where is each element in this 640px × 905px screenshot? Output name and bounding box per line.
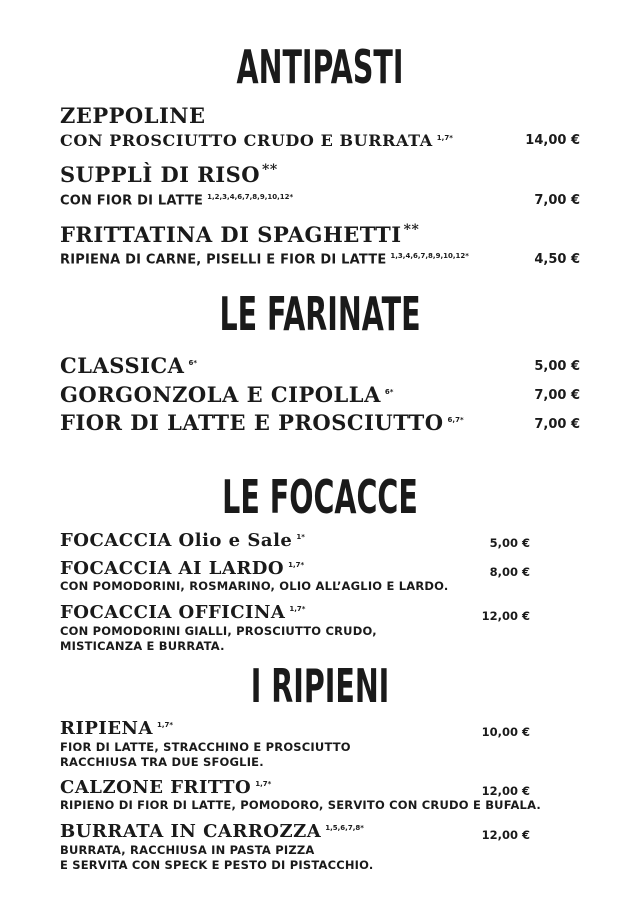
- item-name-ripiena: RIPIENA $^{1,7*}$: [60, 718, 174, 739]
- item-name-focaccia-olio: FOCACCIA Olio e Sale $^{1*}$: [60, 530, 305, 551]
- price-focaccia-lardo: 8,00 €: [489, 565, 530, 579]
- item-desc-ripiena-1: FIOR DI LATTE, STRACCHINO E PROSCIUTTO: [60, 740, 351, 754]
- item-name-suppli: SUPPLÌ DI RISO **: [60, 162, 278, 187]
- allergens-focaccia-officina: 1,7*: [289, 605, 306, 613]
- price-fior-di-latte: 7,00 €: [534, 417, 580, 432]
- price-frittatina: 4,50 €: [534, 252, 580, 267]
- stars-frittatina: **: [403, 222, 420, 238]
- section-title-ripieni: I RIPIENI: [250, 659, 390, 713]
- item-name-focaccia-officina: FOCACCIA OFFICINA $^{1,7*}$: [60, 602, 306, 623]
- price-focaccia-olio: 5,00 €: [489, 536, 530, 550]
- section-title-farinate: LE FARINATE: [219, 287, 421, 341]
- item-desc-focaccia-officina-1: CON POMODORINI GIALLI, PROSCIUTTO CRUDO,: [60, 624, 377, 638]
- price-burrata: 12,00 €: [481, 828, 530, 842]
- item-desc-zeppoline: CON PROSCIUTTO CRUDO E BURRATA $^{1,7*}$: [60, 131, 453, 150]
- price-gorgonzola: 7,00 €: [534, 388, 580, 403]
- item-name-gorgonzola: GORGONZOLA E CIPOLLA $^{6*}$: [60, 382, 394, 407]
- price-ripiena: 10,00 €: [481, 725, 530, 739]
- item-desc-frittatina: RIPIENA DI CARNE, PISELLI E FIOR DI LATTE $^{1,3,4,6,7,8,9,10,12*}$: [60, 252, 469, 268]
- allergens-ripiena: 1,7*: [156, 721, 174, 729]
- allergens-fior-di-latte: 6,7*: [447, 416, 464, 424]
- allergens-focaccia-lardo: 1,7*: [288, 561, 305, 569]
- allergens-frittatina: 1,3,4,6,7,8,9,10,12*: [390, 252, 469, 260]
- section-title-focacce: LE FOCACCE: [222, 470, 418, 524]
- price-zeppoline: 14,00 €: [525, 133, 580, 148]
- allergens-calzone: 1,7*: [255, 780, 272, 788]
- item-desc-focaccia-lardo: CON POMODORINI, ROSMARINO, OLIO ALL’AGLIO E LARDO.: [60, 579, 449, 593]
- allergens-classica: 6*: [188, 359, 198, 367]
- allergens-gorgonzola: 6*: [384, 388, 394, 396]
- price-focaccia-officina: 12,00 €: [481, 609, 530, 623]
- item-desc-ripiena-2: RACCHIUSA TRA DUE SFOGLIE.: [60, 755, 264, 769]
- section-title-antipasti: ANTIPASTI: [236, 40, 404, 94]
- item-desc-focaccia-officina-2: MISTICANZA E BURRATA.: [60, 639, 225, 653]
- item-name-fior-di-latte: FIOR DI LATTE E PROSCIUTTO $^{6,7*}$: [60, 410, 464, 435]
- stars-suppli: **: [262, 162, 278, 178]
- price-suppli: 7,00 €: [534, 193, 580, 208]
- item-name-calzone: CALZONE FRITTO $^{1,7*}$: [60, 777, 272, 798]
- item-desc-burrata-1: BURRATA, RACCHIUSA IN PASTA PIZZA: [60, 843, 315, 857]
- item-name-focaccia-lardo: FOCACCIA AI LARDO $^{1,7*}$: [60, 558, 305, 579]
- allergens-burrata: 1,5,6,7,8*: [325, 824, 364, 832]
- item-desc-suppli: CON FIOR DI LATTE $^{1,2,3,4,6,7,8,9,10,12*}$: [60, 193, 294, 209]
- item-desc-burrata-2: E SERVITA CON SPECK E PESTO DI PISTACCHIO.: [60, 858, 374, 872]
- allergens-focaccia-olio: 1*: [296, 533, 305, 541]
- price-classica: 5,00 €: [534, 359, 580, 374]
- item-name-burrata: BURRATA IN CARROZZA $^{1,5,6,7,8*}$: [60, 821, 364, 842]
- allergens-suppli: 1,2,3,4,6,7,8,9,10,12*: [207, 193, 294, 201]
- allergens-zeppoline: 1,7*: [436, 133, 453, 142]
- price-calzone: 12,00 €: [481, 784, 530, 798]
- item-desc-calzone: RIPIENO DI FIOR DI LATTE, POMODORO, SERVITO CON CRUDO E BUFALA.: [60, 798, 541, 812]
- item-name-classica: CLASSICA $^{6*}$: [60, 353, 198, 378]
- item-name-frittatina: FRITTATINA DI SPAGHETTI **: [60, 222, 420, 247]
- item-name-zeppoline: ZEPPOLINE: [60, 103, 206, 128]
